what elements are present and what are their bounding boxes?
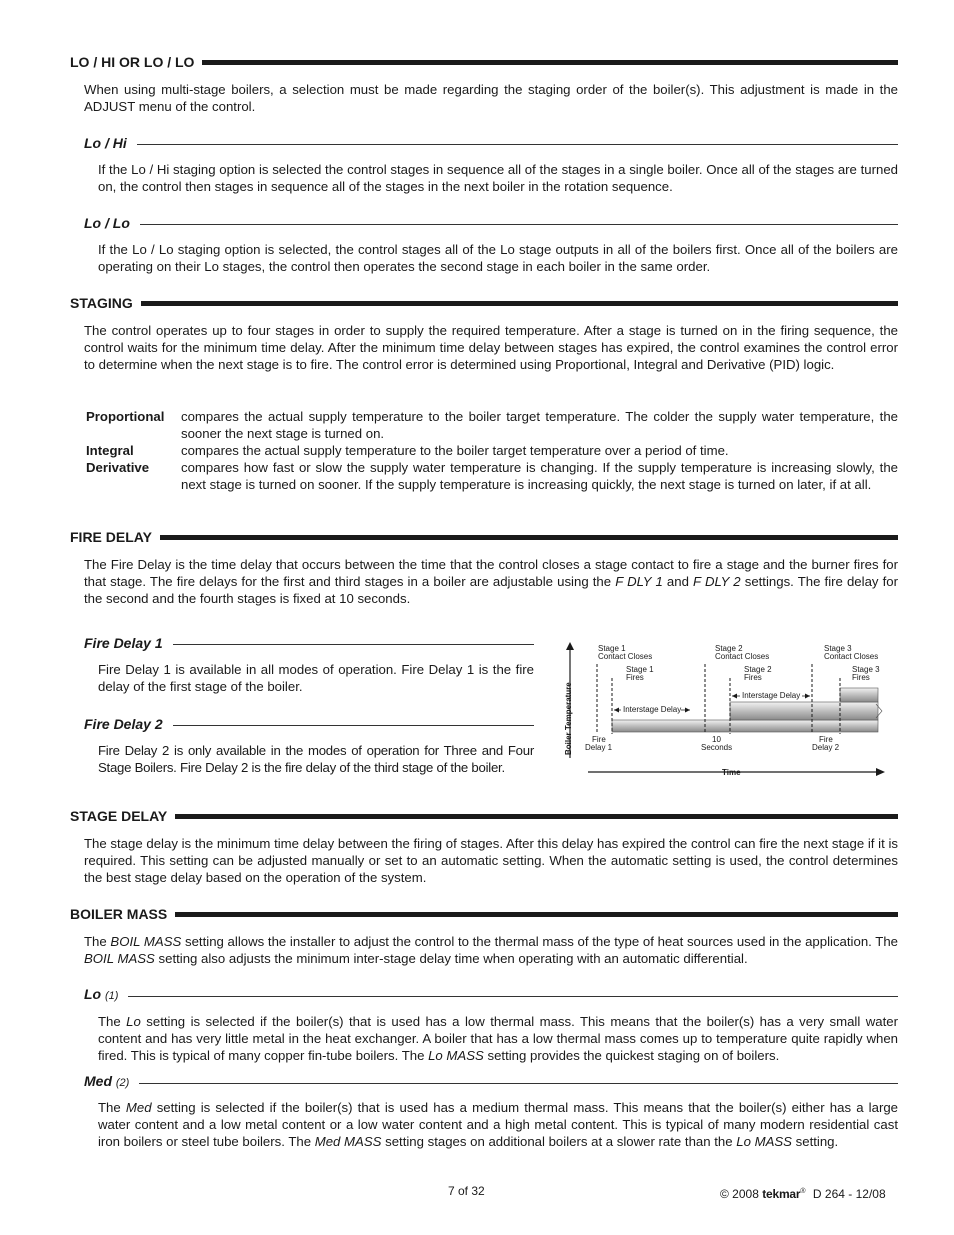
text-run: setting.	[791, 1134, 839, 1149]
pid-description: compares how fast or slow the supply water temperature is changing. If the supply temperature is increasing slowly, the next stage is turned on sooner. If the supply temperature is increasing quickly, the next stage is turned on later, if at all.	[181, 460, 898, 492]
stage-2-contact-label: Stage 2 Contact Closes	[715, 644, 770, 661]
text-run: setting stages on additional boilers at a slower rate than the	[381, 1134, 737, 1149]
setting-name: F DLY 2	[693, 574, 741, 589]
document-code: D 264 - 12/08	[812, 1187, 886, 1201]
section-title: FIRE DELAY	[70, 528, 152, 545]
subsection-heading-fire-delay-1	[84, 634, 534, 652]
setting-name: Med MASS	[314, 1134, 382, 1149]
setting-name: Lo	[126, 1014, 141, 1029]
pid-term: Proportional	[86, 409, 165, 424]
setting-name: BOIL MASS	[84, 951, 155, 966]
x-axis-label: Time	[722, 768, 741, 777]
section-heading-fire-delay	[70, 528, 898, 546]
text-run: setting also adjusts the minimum inter-stage delay time when operating with an automatic differential.	[154, 951, 748, 966]
stage-2-fires-label: Stage 2 Fires	[744, 665, 772, 682]
section-title: LO / HI OR LO / LO	[70, 53, 195, 70]
text-run: The	[84, 934, 111, 949]
subsection-title: Fire Delay 1	[84, 634, 163, 651]
lohi-intro-paragraph: When using multi-stage boilers, a selection must be made regarding the staging order of the boiler(s). This adjustment is made in the ADJUST menu of the control.	[84, 82, 898, 114]
stage-delay-paragraph: The stage delay is the minimum time delay between the firing of stages. After this delay has expired the control can fire the next stage if it is required. This setting can be adjusted manually or set to an automatic setting. When the automatic setting is used, the control determines the best stage delay based on the operation of the system.	[84, 836, 898, 885]
heading-rule	[173, 644, 534, 645]
title-text: Lo	[84, 985, 102, 1002]
setting-name: F DLY 1	[615, 574, 663, 589]
heading-rule	[139, 1083, 898, 1084]
pid-row-integral	[86, 442, 898, 459]
stage-2-bar	[730, 702, 878, 720]
arrowhead	[685, 708, 690, 713]
heading-rule	[140, 224, 898, 225]
fire-delay-1-label: Fire Delay 1	[585, 735, 613, 752]
text-run: setting is selected if the boiler(s) that is used has a medium thermal mass. This means that the boiler(s) either has a large water content and a low metal content or a low water content and a high metal content. This is typical of many modern residential cast iron boilers or steel tube boilers. The	[98, 1100, 899, 1149]
option-number: (1)	[105, 989, 119, 1002]
interstage-delay-label-1: Interstage Delay	[623, 705, 682, 714]
section-title: STAGING	[70, 294, 133, 311]
pid-definitions	[86, 408, 898, 493]
heading-rule	[175, 814, 898, 819]
setting-name: Med	[125, 1100, 152, 1115]
title-text: Med	[84, 1072, 112, 1089]
text-run: setting allows the installer to adjust the control to the thermal mass of the type of heat sources used in the application. The	[181, 934, 898, 949]
med-paragraph	[98, 1099, 898, 1150]
subsection-title: Fire Delay 2	[84, 715, 163, 732]
heading-rule	[137, 144, 898, 145]
brand-logo: tekmar	[762, 1187, 801, 1201]
footer-copyright	[720, 1183, 886, 1203]
pid-description: compares the actual supply temperature to the boiler target temperature. The colder the supply water temperature, the sooner the next stage is turned on.	[181, 409, 898, 441]
y-axis-label: Boiler Temperature	[564, 682, 573, 755]
pid-term: Integral	[86, 443, 134, 458]
option-number: (2)	[115, 1076, 130, 1089]
section-heading-staging	[70, 294, 898, 312]
boiler-mass-paragraph	[84, 933, 898, 967]
arrowhead	[732, 694, 737, 699]
subsection-title	[84, 1073, 139, 1092]
subsection-heading-fire-delay-2	[84, 715, 534, 733]
y-axis-arrow	[566, 642, 574, 650]
pid-row-derivative	[86, 459, 898, 493]
heading-rule	[160, 535, 898, 540]
stage-3-contact-label: Stage 3 Contact Closes	[824, 644, 879, 661]
subsection-heading-lohi	[84, 134, 898, 152]
ten-seconds-label: 10 Seconds	[701, 735, 733, 752]
interstage-delay-label-2: Interstage Delay	[742, 691, 801, 700]
stage-1-contact-label: Stage 1 Contact Closes	[598, 644, 653, 661]
fire-delay-2-paragraph: Fire Delay 2 is only available in the modes of operation for Three and Four Stage Boilers. Fire Delay 2 is the fire delay of the third stage of the boiler.	[98, 743, 534, 775]
x-axis-arrow	[876, 768, 885, 776]
subsection-heading-lo	[84, 986, 898, 1004]
text-run: settings. The fire delay for the second and the fourth stages is fixed at 10 seconds.	[84, 574, 898, 606]
pid-row-proportional	[86, 408, 898, 442]
text-run: setting provides the quickest staging on of boilers.	[483, 1048, 780, 1063]
lohi-paragraph: If the Lo / Hi staging option is selected the control stages in sequence all of the stages in a single boiler. Once all of the stages are turned on, the control then stages in sequence all of the stages in the next boiler in the rotation sequence.	[98, 162, 898, 194]
heading-rule	[128, 996, 898, 997]
registered-mark: ®	[800, 1188, 806, 1195]
subsection-heading-lolo	[84, 214, 898, 232]
setting-name: Lo MASS	[736, 1134, 792, 1149]
text-run: The	[98, 1100, 126, 1115]
fire-delay-paragraph	[84, 556, 898, 607]
section-title: BOILER MASS	[70, 905, 168, 922]
setting-name: Lo MASS	[428, 1048, 484, 1063]
fire-delay-1-paragraph: Fire Delay 1 is available in all modes of operation. Fire Delay 1 is the fire delay of the first stage of the boiler.	[98, 662, 534, 694]
arrowhead	[614, 708, 619, 713]
lolo-paragraph: If the Lo / Lo staging option is selected, the control stages all of the Lo stage outputs in all of the boilers first. Once all of the boilers are operating on their Lo stages, the control then operates the second stage in each boiler in the same order.	[98, 242, 898, 274]
stage-3-bar	[840, 688, 878, 702]
staging-paragraph: The control operates up to four stages in order to supply the required temperature. After a stage is turned on in the firing sequence, the control waits for the minimum time delay. After the minimum time delay between stages has expired, the control examines the control error to determine when the next stage is to fire. The control error is determined using Proportional, Integral and Derivative (PID) logic.	[84, 323, 898, 372]
pid-description: compares the actual supply temperature to the boiler target temperature over a period of time.	[181, 443, 729, 458]
text-run: The	[98, 1014, 127, 1029]
stage-1-bar	[612, 720, 878, 732]
text-run: and	[662, 574, 694, 589]
stage-1-fires-label: Stage 1 Fires	[626, 665, 654, 682]
heading-rule	[141, 301, 898, 306]
pid-term: Derivative	[86, 460, 150, 475]
subsection-title: Lo / Lo	[84, 214, 130, 231]
section-title: STAGE DELAY	[70, 807, 168, 824]
subsection-title: Lo / Hi	[84, 134, 127, 151]
subsection-title	[84, 986, 128, 1005]
heading-rule	[173, 725, 534, 726]
lo-paragraph	[98, 1013, 898, 1064]
stage-3-fires-label: Stage 3 Fires	[852, 665, 880, 682]
heading-rule	[202, 60, 898, 65]
arrowhead	[805, 694, 810, 699]
section-heading-lohi	[70, 53, 898, 71]
text-run: The Fire Delay is the time delay that occurs between the time that the control closes a stage contact to fire a stage and the burner fires for that stage. The fire delays for the first and third stages in a boiler are adjustable using the	[84, 557, 898, 589]
page-number: 7 of 32	[448, 1184, 485, 1198]
text-run: setting is selected if the boiler(s) that is used has a low thermal mass. This means that the boiler(s) has a very small water content and has very little metal in the heat exchanger. A boiler that has a low thermal mass comes up to temperature quite rapidly when fired. This is typical of many copper fin-tube boilers. The	[98, 1014, 898, 1063]
copyright-text: © 2008	[720, 1187, 759, 1201]
fire-delay-2-label: Fire Delay 2	[812, 735, 840, 752]
setting-name: BOIL MASS	[110, 934, 182, 949]
heading-rule	[175, 912, 898, 917]
section-heading-boiler-mass	[70, 905, 898, 923]
section-heading-stage-delay	[70, 807, 898, 825]
fire-delay-diagram	[560, 638, 890, 783]
subsection-heading-med	[84, 1073, 898, 1091]
